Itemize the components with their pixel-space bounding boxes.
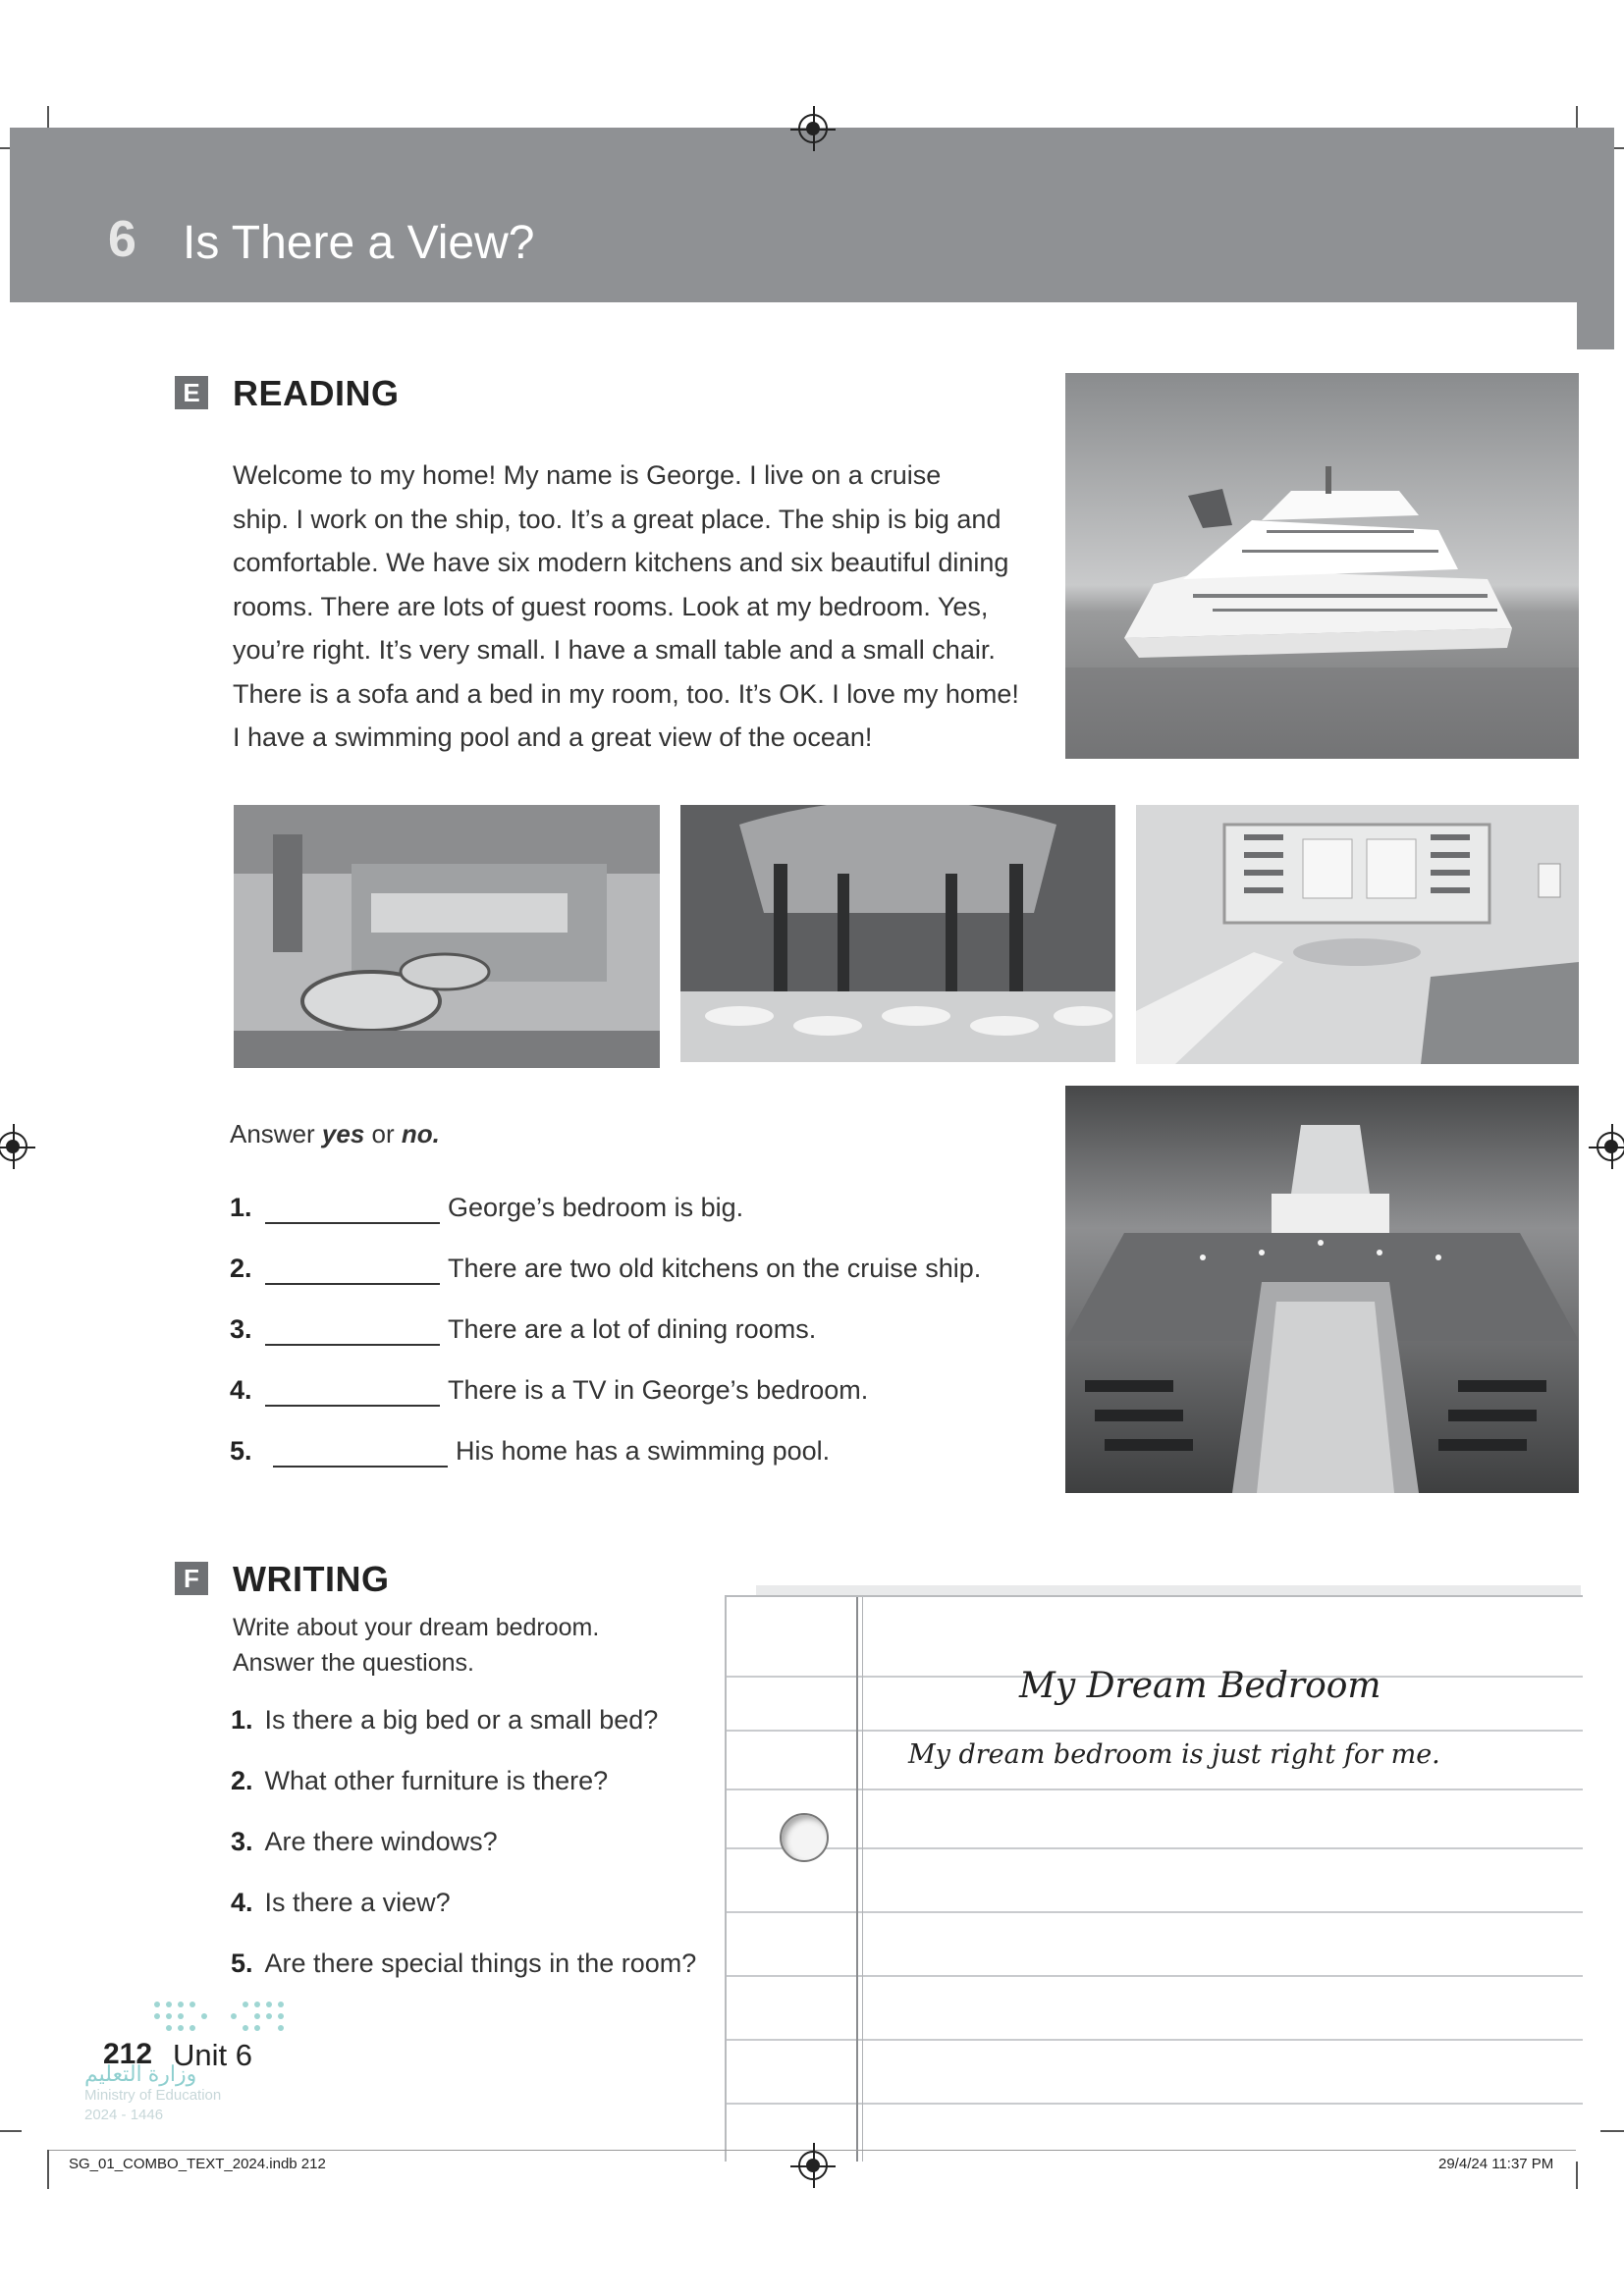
- question-text: Is there a big bed or a small bed?: [264, 1705, 659, 1735]
- section-letter-f: F: [175, 1562, 208, 1595]
- ministry-logo-icon: [147, 1999, 295, 2038]
- unit-number: 6: [108, 211, 136, 268]
- passage-line: There is a sofa and a bed in my room, too. It’s OK. I love my home!: [233, 678, 1019, 709]
- punch-hole-icon: [780, 1813, 829, 1862]
- registration-mark-icon: [1597, 1132, 1624, 1161]
- question-number: 1.: [231, 1705, 253, 1735]
- question-row: [230, 1193, 1035, 1232]
- ship-kitchen-photo: [234, 805, 660, 1068]
- question-number: 3.: [230, 1314, 252, 1344]
- ruled-line: [727, 1975, 1583, 1977]
- question-number: 5.: [230, 1436, 252, 1466]
- question-text: His home has a swimming pool.: [456, 1436, 831, 1466]
- passage-line: I have a swimming pool and a great view of the ocean!: [233, 722, 873, 752]
- writing-question: [231, 1827, 498, 1857]
- question-text: There are two old kitchens on the cruise ship.: [448, 1254, 982, 1283]
- header-tab: [1577, 302, 1614, 349]
- ministry-name-english: Ministry of Education: [84, 2087, 222, 2104]
- passage-line: rooms. There are lots of guest rooms. Look at my bedroom. Yes,: [233, 591, 989, 621]
- answer-blank[interactable]: [265, 1283, 440, 1285]
- instruction-or: or: [364, 1119, 402, 1148]
- writing-question: [231, 1705, 658, 1735]
- question-text: There is a TV in George’s bedroom.: [448, 1375, 869, 1405]
- question-number: 1.: [230, 1193, 252, 1222]
- margin-line: [862, 1597, 863, 2162]
- writing-heading: WRITING: [233, 1559, 390, 1599]
- instruction-text: Answer: [230, 1119, 322, 1148]
- question-number: 3.: [231, 1827, 253, 1856]
- ruled-line: [727, 2103, 1583, 2105]
- question-number: 4.: [230, 1375, 252, 1405]
- question-number: 2.: [231, 1766, 253, 1795]
- question-row: [230, 1254, 1035, 1293]
- registration-mark-icon: [798, 114, 828, 143]
- answer-blank[interactable]: [273, 1466, 448, 1468]
- print-timestamp: 29/4/24 11:37 PM: [1438, 2156, 1554, 2172]
- registration-mark-icon: [798, 2151, 828, 2180]
- question-text: Is there a view?: [264, 1888, 451, 1917]
- question-number: 5.: [231, 1949, 253, 1978]
- answer-blank[interactable]: [265, 1344, 440, 1346]
- header-band: [10, 128, 1614, 302]
- margin-line: [856, 1597, 858, 2162]
- question-text: Are there windows?: [264, 1827, 498, 1856]
- ruled-line: [727, 1789, 1583, 1790]
- question-text: There are a lot of dining rooms.: [448, 1314, 817, 1344]
- pool-deck-photo: [1065, 1086, 1579, 1493]
- question-text: George’s bedroom is big.: [448, 1193, 744, 1222]
- ruled-line: [727, 1730, 1583, 1732]
- cruise-ship-photo: [1065, 373, 1579, 759]
- passage-line: ship. I work on the ship, too. It’s a great place. The ship is big and: [233, 504, 1001, 534]
- passage-line: comfortable. We have six modern kitchens and six beautiful dining: [233, 548, 1009, 577]
- answer-instruction: [230, 1119, 440, 1149]
- notebook-sentence: My dream bedroom is just right for me.: [908, 1739, 1440, 1770]
- question-text: Are there special things in the room?: [264, 1949, 697, 1978]
- dining-room-photo: [680, 805, 1115, 1062]
- crop-mark: [1600, 2130, 1624, 2132]
- passage-line: Welcome to my home! My name is George. I live on a cruise: [233, 460, 942, 490]
- instruction-no: no.: [401, 1119, 440, 1148]
- question-row: [230, 1375, 1035, 1415]
- question-text: What other furniture is there?: [264, 1766, 609, 1795]
- reading-heading: READING: [233, 373, 400, 413]
- section-letter-e: E: [175, 376, 208, 409]
- unit-label: Unit 6: [173, 2038, 252, 2072]
- writing-question: [231, 1949, 696, 1979]
- answer-blank[interactable]: [265, 1222, 440, 1224]
- writing-intro-line: Answer the questions.: [233, 1649, 474, 1677]
- writing-question: [231, 1888, 451, 1918]
- answer-blank[interactable]: [265, 1405, 440, 1407]
- file-slug: SG_01_COMBO_TEXT_2024.indb 212: [69, 2156, 326, 2172]
- writing-intro-line: Write about your dream bedroom.: [233, 1614, 600, 1641]
- ministry-year: 2024 - 1446: [84, 2107, 164, 2123]
- registration-mark-icon: [0, 1132, 27, 1161]
- crop-mark: [0, 2130, 22, 2132]
- passage-line: you’re right. It’s very small. I have a small table and a small chair.: [233, 635, 996, 665]
- page-number: 212: [103, 2038, 153, 2070]
- ministry-name-arabic: وزارة التعليم: [84, 2061, 197, 2086]
- question-row: [230, 1314, 1035, 1354]
- question-number: 4.: [231, 1888, 253, 1917]
- ruled-line: [727, 1847, 1583, 1849]
- cabin-bedroom-photo: [1136, 805, 1579, 1064]
- writing-instructions: [233, 1610, 684, 1681]
- question-row: [230, 1436, 1035, 1475]
- question-number: 2.: [230, 1254, 252, 1283]
- page-title: Is There a View?: [183, 217, 535, 269]
- crop-mark: [47, 2150, 49, 2189]
- ruled-line: [727, 2039, 1583, 2041]
- notebook-title: My Dream Bedroom: [1019, 1666, 1381, 1706]
- reading-passage: [233, 454, 1067, 760]
- ruled-line: [727, 1911, 1583, 1913]
- instruction-yes: yes: [321, 1119, 365, 1148]
- writing-question: [231, 1766, 608, 1796]
